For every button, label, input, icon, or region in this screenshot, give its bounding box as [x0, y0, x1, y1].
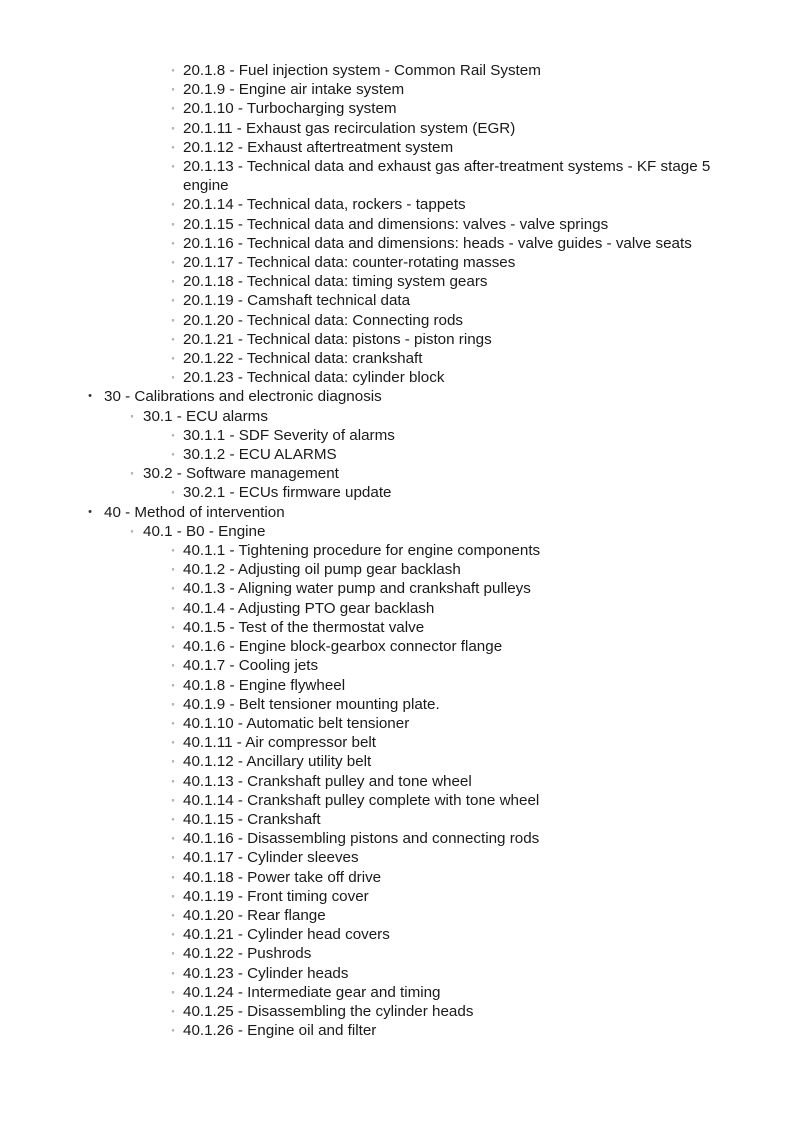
toc-entry-level-2[interactable] — [0, 522, 723, 541]
hollow-bullet-icon: ◦ — [171, 218, 175, 229]
hollow-bullet-icon: ◦ — [171, 1025, 175, 1036]
toc-entry-level-3[interactable] — [0, 330, 733, 349]
toc-entry-level-3[interactable] — [0, 656, 733, 675]
toc-entry-label: 40.1.22 - Pushrods — [183, 945, 312, 963]
toc-entry-label: 30.1.2 - ECU ALARMS — [183, 446, 337, 464]
hollow-bullet-icon: ◦ — [171, 679, 175, 690]
hollow-bullet-icon: ◦ — [171, 141, 175, 152]
toc-entry-label: 40.1.12 - Ancillary utility belt — [183, 753, 372, 771]
toc-entry-label: 20.1.12 - Exhaust aftertreatment system — [183, 138, 454, 156]
hollow-bullet-icon: ◦ — [171, 756, 175, 767]
toc-entry-label: 20.1.9 - Engine air intake system — [183, 81, 405, 99]
toc-entry-level-3[interactable] — [0, 772, 733, 791]
toc-entry-label: 40.1.13 - Crankshaft pulley and tone wheel — [183, 772, 472, 790]
hollow-bullet-icon: ◦ — [171, 813, 175, 824]
toc-entry-level-3[interactable] — [0, 599, 733, 618]
toc-entry-label: 30.2 - Software management — [143, 465, 339, 483]
toc-entry-level-3[interactable] — [0, 61, 733, 80]
hollow-bullet-icon: ◦ — [171, 353, 175, 364]
hollow-bullet-icon: ◦ — [171, 871, 175, 882]
toc-entry-label: 20.1.20 - Technical data: Connecting rods — [183, 311, 464, 329]
toc-entry-label: 20.1.17 - Technical data: counter-rotating masses — [183, 254, 516, 272]
toc-entry-level-3[interactable] — [0, 964, 733, 983]
toc-entry-label: 40.1 - B0 - Engine — [143, 522, 266, 540]
hollow-bullet-icon: ◦ — [171, 429, 175, 440]
toc-entry-level-3[interactable] — [0, 944, 733, 963]
toc-entry-level-2[interactable] — [0, 407, 723, 426]
toc-entry-label: 40.1.18 - Power take off drive — [183, 868, 382, 886]
toc-entry-label: 20.1.22 - Technical data: crankshaft — [183, 350, 423, 368]
hollow-bullet-icon: ◦ — [171, 276, 175, 287]
hollow-bullet-icon: ◦ — [171, 775, 175, 786]
toc-entry-label: 40.1.25 - Disassembling the cylinder heads — [183, 1002, 474, 1020]
toc-entry-label: 20.1.15 - Technical data and dimensions: valves - valve springs — [183, 215, 609, 233]
toc-entry-level-3[interactable] — [0, 714, 733, 733]
toc-entry-level-3[interactable] — [0, 868, 733, 887]
toc-entry-level-3[interactable] — [0, 791, 733, 810]
toc-entry-level-3[interactable] — [0, 138, 733, 157]
hollow-bullet-icon: ◦ — [171, 737, 175, 748]
toc-entry-label: 40.1.14 - Crankshaft pulley complete with tone wheel — [183, 791, 540, 809]
hollow-bullet-icon: ◦ — [171, 161, 175, 172]
toc-entry-label: 40.1.24 - Intermediate gear and timing — [183, 983, 441, 1001]
hollow-bullet-icon: ◦ — [171, 986, 175, 997]
toc-entry-level-3[interactable] — [0, 349, 733, 368]
hollow-bullet-icon: ◦ — [171, 833, 175, 844]
toc-entry-label: 40.1.6 - Engine block-gearbox connector flange — [183, 638, 503, 656]
toc-entry-level-3[interactable] — [0, 560, 733, 579]
toc-entry-level-3[interactable] — [0, 80, 733, 99]
hollow-bullet-icon: ◦ — [171, 929, 175, 940]
toc-entry-level-3[interactable] — [0, 695, 733, 714]
toc-entry-label: 40.1.10 - Automatic belt tensioner — [183, 714, 410, 732]
toc-entry-label: 20.1.18 - Technical data: timing system gears — [183, 273, 488, 291]
toc-entry-level-3[interactable] — [0, 483, 733, 502]
toc-entry-label: 40.1.19 - Front timing cover — [183, 887, 369, 905]
hollow-bullet-icon: ◦ — [171, 84, 175, 95]
toc-entry-level-3[interactable] — [0, 99, 733, 118]
hollow-bullet-icon: ◦ — [171, 487, 175, 498]
toc-entry-level-3[interactable] — [0, 253, 733, 272]
toc-entry-level-3[interactable] — [0, 195, 733, 214]
hollow-bullet-icon: ◦ — [171, 237, 175, 248]
toc-entry-label: 40.1.17 - Cylinder sleeves — [183, 849, 359, 867]
filled-bullet-icon: • — [88, 505, 92, 518]
toc-entry-level-3[interactable] — [0, 618, 733, 637]
toc-entry-level-3[interactable] — [0, 272, 733, 291]
toc-entry-level-3[interactable] — [0, 119, 733, 138]
hollow-bullet-icon: ◦ — [171, 65, 175, 75]
hollow-bullet-icon: ◦ — [171, 314, 175, 325]
toc-entry-level-3[interactable] — [0, 579, 733, 598]
toc-entry-level-1[interactable] — [0, 387, 724, 406]
hollow-bullet-icon: ◦ — [171, 103, 175, 114]
toc-entry-label: 20.1.11 - Exhaust gas recirculation system (EGR) — [183, 119, 516, 137]
toc-entry-level-3[interactable] — [0, 676, 733, 695]
hollow-bullet-icon: ◦ — [171, 583, 175, 594]
toc-entry-level-3[interactable] — [0, 1002, 733, 1021]
hollow-bullet-icon: ◦ — [171, 909, 175, 920]
hollow-bullet-icon: ◦ — [171, 199, 175, 210]
hollow-bullet-icon: ◦ — [171, 621, 175, 632]
toc-entry-label: 20.1.16 - Technical data and dimensions: heads - valve guides - valve seats — [183, 234, 692, 252]
hollow-bullet-icon: ◦ — [171, 794, 175, 805]
hollow-bullet-icon: ◦ — [171, 257, 175, 268]
toc-entry-label: 20.1.10 - Turbocharging system — [183, 100, 397, 118]
toc-entry-label: 40.1.1 - Tightening procedure for engine components — [183, 542, 541, 560]
toc-entry-level-3[interactable] — [0, 426, 733, 445]
hollow-bullet-icon: ◦ — [171, 948, 175, 959]
hollow-bullet-icon: ◦ — [130, 525, 134, 536]
hollow-bullet-icon: ◦ — [171, 372, 175, 383]
hollow-bullet-icon: ◦ — [171, 641, 175, 652]
toc-entry-level-3[interactable] — [0, 733, 733, 752]
toc-entry-label: 20.1.19 - Camshaft technical data — [183, 292, 411, 310]
toc-entry-label: 40 - Method of intervention — [104, 503, 285, 521]
toc-entry-label: 40.1.16 - Disassembling pistons and connecting rods — [183, 830, 540, 848]
toc-entry-label: 20.1.8 - Fuel injection system - Common Rail System — [183, 62, 541, 79]
toc-entry-level-3[interactable] — [0, 983, 733, 1002]
hollow-bullet-icon: ◦ — [171, 852, 175, 863]
toc-entry-level-3[interactable] — [0, 311, 733, 330]
toc-entry-level-3[interactable] — [0, 1021, 733, 1040]
toc-entry-label: 40.1.20 - Rear flange — [183, 906, 326, 924]
hollow-bullet-icon: ◦ — [171, 1005, 175, 1016]
hollow-bullet-icon: ◦ — [171, 449, 175, 460]
toc-entry-level-3[interactable] — [0, 541, 733, 560]
toc-entry-label: 40.1.2 - Adjusting oil pump gear backlash — [183, 561, 461, 579]
toc-entry-label: 40.1.15 - Crankshaft — [183, 810, 321, 828]
table-of-contents — [0, 61, 794, 1040]
toc-entry-label: 40.1.23 - Cylinder heads — [183, 964, 349, 982]
toc-entry-level-3[interactable] — [0, 368, 733, 387]
toc-entry-level-3[interactable] — [0, 637, 733, 656]
hollow-bullet-icon: ◦ — [171, 890, 175, 901]
toc-entry-label: 40.1.26 - Engine oil and filter — [183, 1022, 377, 1040]
toc-entry-label: 30 - Calibrations and electronic diagnosis — [104, 388, 382, 406]
hollow-bullet-icon: ◦ — [171, 698, 175, 709]
toc-entry-label: 30.1.1 - SDF Severity of alarms — [183, 426, 395, 444]
toc-entry-level-3[interactable] — [0, 810, 733, 829]
toc-entry-label: 20.1.13 - Technical data and exhaust gas after-treatment systems - KF stage 5 engine — [183, 158, 711, 195]
filled-bullet-icon: • — [88, 390, 92, 403]
toc-entry-label: 40.1.5 - Test of the thermostat valve — [183, 618, 425, 636]
toc-entry-level-3[interactable] — [0, 445, 733, 464]
hollow-bullet-icon: ◦ — [171, 545, 175, 556]
toc-entry-label: 40.1.4 - Adjusting PTO gear backlash — [183, 599, 435, 617]
toc-entry-label: 40.1.11 - Air compressor belt — [183, 734, 377, 752]
hollow-bullet-icon: ◦ — [171, 333, 175, 344]
hollow-bullet-icon: ◦ — [130, 468, 134, 479]
toc-entry-level-1[interactable] — [0, 503, 724, 522]
toc-entry-level-3[interactable] — [0, 848, 733, 867]
hollow-bullet-icon: ◦ — [171, 295, 175, 306]
toc-entry-level-3[interactable] — [0, 925, 733, 944]
toc-entry-label: 40.1.7 - Cooling jets — [183, 657, 319, 675]
toc-entry-label: 20.1.21 - Technical data: pistons - piston rings — [183, 330, 492, 348]
toc-entry-level-3[interactable] — [0, 234, 733, 253]
toc-entry-level-3[interactable] — [0, 291, 733, 310]
hollow-bullet-icon: ◦ — [171, 717, 175, 728]
toc-entry-level-3[interactable] — [0, 752, 733, 771]
hollow-bullet-icon: ◦ — [171, 122, 175, 133]
hollow-bullet-icon: ◦ — [171, 564, 175, 575]
hollow-bullet-icon: ◦ — [130, 410, 134, 421]
toc-entry-level-3[interactable] — [0, 215, 733, 234]
toc-entry-label: 20.1.14 - Technical data, rockers - tappets — [183, 196, 466, 214]
toc-entry-level-3[interactable] — [0, 829, 733, 848]
toc-entry-level-3[interactable] — [0, 157, 733, 195]
toc-entry-level-3[interactable] — [0, 887, 733, 906]
toc-entry-label: 30.1 - ECU alarms — [143, 407, 268, 425]
toc-entry-level-3[interactable] — [0, 906, 733, 925]
hollow-bullet-icon: ◦ — [171, 967, 175, 978]
hollow-bullet-icon: ◦ — [171, 660, 175, 671]
toc-entry-label: 40.1.21 - Cylinder head covers — [183, 926, 390, 944]
toc-entry-label: 40.1.3 - Aligning water pump and crankshaft pulleys — [183, 580, 531, 598]
toc-entry-level-2[interactable] — [0, 464, 723, 483]
toc-entry-label: 40.1.9 - Belt tensioner mounting plate. — [183, 695, 440, 713]
toc-entry-label: 20.1.23 - Technical data: cylinder block — [183, 369, 445, 387]
hollow-bullet-icon: ◦ — [171, 602, 175, 613]
toc-entry-label: 40.1.8 - Engine flywheel — [183, 676, 346, 694]
toc-entry-label: 30.2.1 - ECUs firmware update — [183, 484, 392, 502]
